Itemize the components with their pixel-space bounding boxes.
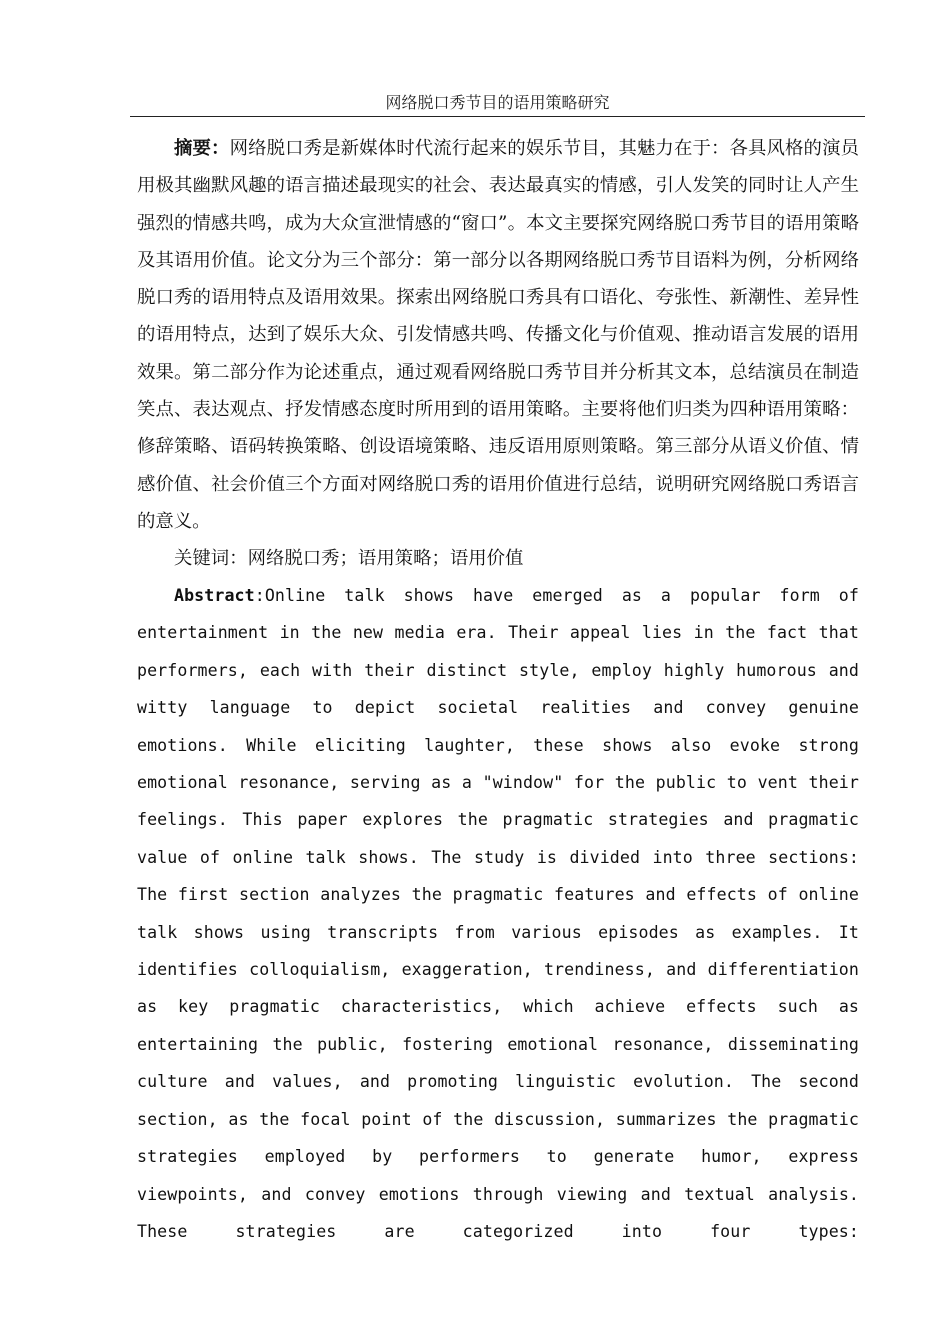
running-header: 网络脱口秀节目的语用策略研究 [130, 92, 865, 117]
keywords-zh [137, 540, 859, 577]
abstract-en [137, 577, 859, 1250]
keywords-zh-text: 网络脱口秀；语用策略；语用价值 [247, 548, 524, 569]
abstract-zh-text: 网络脱口秀是新媒体时代流行起来的娱乐节目，其魅力在于：各具风格的演员用极其幽默风趣的语言描述最现实的社会、表达最真实的情感，引人发笑的同时让人产生强烈的情感共鸣，成为大众宣泄情感的“窗口”。本文主要探究网络脱口秀节目的语用策略及其语用价值。论文分为三个部分：第一部分以各期网络脱口秀节目语料为例，分析网络脱口秀的语用特点及语用效果。探索出网络脱口秀具有口语化、夸张性、新潮性、差异性的语用特点，达到了娱乐大众、引发情感共鸣、传播文化与价值观、推动语言发展的语用效果。第二部分作为论述重点，通过观看网络脱口秀节目并分析其文本，总结演员在制造笑点、表达观点、抒发情感态度时所用到的语用策略。主要将他们归类为四种语用策略：修辞策略、语码转换策略、创设语境策略、违反语用原则策略。第三部分从语义价值、情感价值、社会价值三个方面对网络脱口秀的语用价值进行总结，说明研究网络脱口秀语言的意义。 [137, 138, 859, 532]
keywords-zh-label: 关键词： [174, 548, 248, 569]
abstract-zh-label: 摘要： [174, 138, 230, 159]
abstract-en-label: Abstract [174, 586, 255, 605]
abstract-zh [137, 130, 859, 540]
abstract-en-text: :Online talk shows have emerged as a popular form of entertainment in the new media era. Their appeal lies in the fact that performers, each with their distinct style, employ highly humorous and witty language to depict societal realities and convey genuine emotions. While eliciting laughter, these shows also evoke strong emotional resonance, serving as a "window" for the public to vent their feelings. This paper explores the pragmatic strategies and pragmatic value of online talk shows. The study is divided into three sections: The first section analyzes the pragmatic features and effects of online talk shows using transcripts from various episodes as examples. It identifies colloquialism, exaggeration, trendiness, and differentiation as key pragmatic characteristics, which achieve effects such as entertaining the public, fostering emotional resonance, disseminating culture and values, and promoting linguistic evolution. The second section, as the focal point of the discussion, summarizes the pragmatic strategies employed by performers to generate humor, express viewpoints, and convey emotions through viewing and textual analysis. These strategies are categorized into four types: [137, 586, 859, 1241]
